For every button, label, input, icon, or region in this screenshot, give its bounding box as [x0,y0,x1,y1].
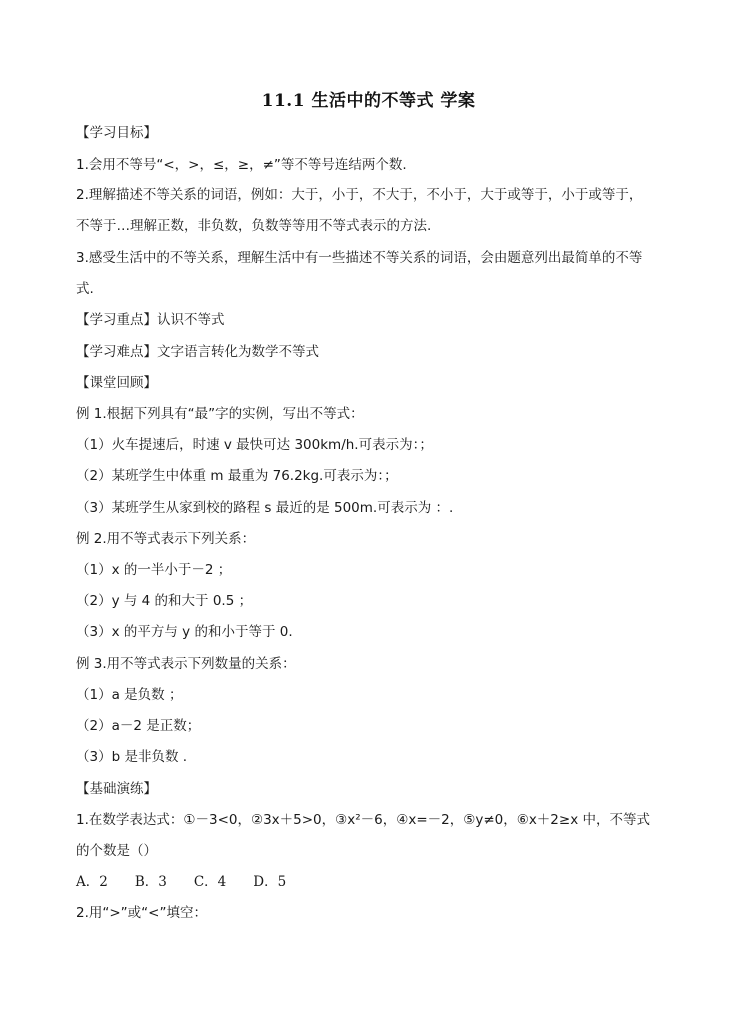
example-1-item-3: （3）某班学生从家到校的路程 s 最近的是 500m.可表示为 ：. [76,500,454,516]
example-3-item-1: （1）a 是负数 ； [76,687,183,703]
key-point: 【学习重点】认识不等式 [76,312,225,328]
example-1: 例 1.根据下列具有“最”字的实例，写出不等式： [76,406,364,422]
practice-1-cont: 的个数是（） [76,843,157,859]
example-2-item-2: （2）y 与 4 的和大于 0.5 ； [76,593,253,609]
example-1-item-1: （1）火车提速后，时速 v 最快可达 300km/h.可表示为：； [76,437,433,453]
practice-2: 2.用“>”或“<”填空： [76,905,207,921]
example-3: 例 3.用不等式表示下列数量的关系： [76,656,296,672]
page-title: 11.1 生活中的不等式 学案 [261,91,476,111]
practice-1-options: A．2 B．3 C．4 D．5 [76,874,287,890]
section-heading-review: 【课堂回顾】 [76,375,157,391]
example-2-item-1: （1）x 的一半小于－2 ； [76,562,232,578]
objective-2-cont: 不等于…理解正数，非负数，负数等等用不等式表示的方法. [76,218,432,234]
objective-2: 2.理解描述不等关系的词语，例如：大于，小于，不大于，不小于，大于或等于，小于或等于， [76,187,643,203]
section-heading-practice: 【基础演练】 [76,781,157,797]
example-1-item-2: （2）某班学生中体重 m 最重为 76.2kg.可表示为：； [76,468,398,484]
example-3-item-2: （2）a－2 是正数； [76,718,201,734]
example-3-item-3: （3）b 是非负数 . [76,749,188,765]
objective-3: 3.感受生活中的不等关系，理解生活中有一些描述不等关系的词语，会由题意列出最简单的不等 [76,250,643,266]
objective-3-cont: 式. [76,281,94,297]
practice-1: 1.在数学表达式：①－3<0，②3x＋5>0，③x²－6，④x=－2，⑤y≠0，⑥x＋2≥x 中，不等式 [76,812,650,828]
example-2-item-3: （3）x 的平方与 y 的和小于等于 0. [76,624,293,640]
difficult-point: 【学习难点】文字语言转化为数学不等式 [76,344,319,360]
objective-1: 1.会用不等号“<，>，≤，≥，≠”等不等号连结两个数. [76,157,407,173]
section-heading-objectives: 【学习目标】 [76,125,157,141]
example-2: 例 2.用不等式表示下列关系： [76,531,256,547]
